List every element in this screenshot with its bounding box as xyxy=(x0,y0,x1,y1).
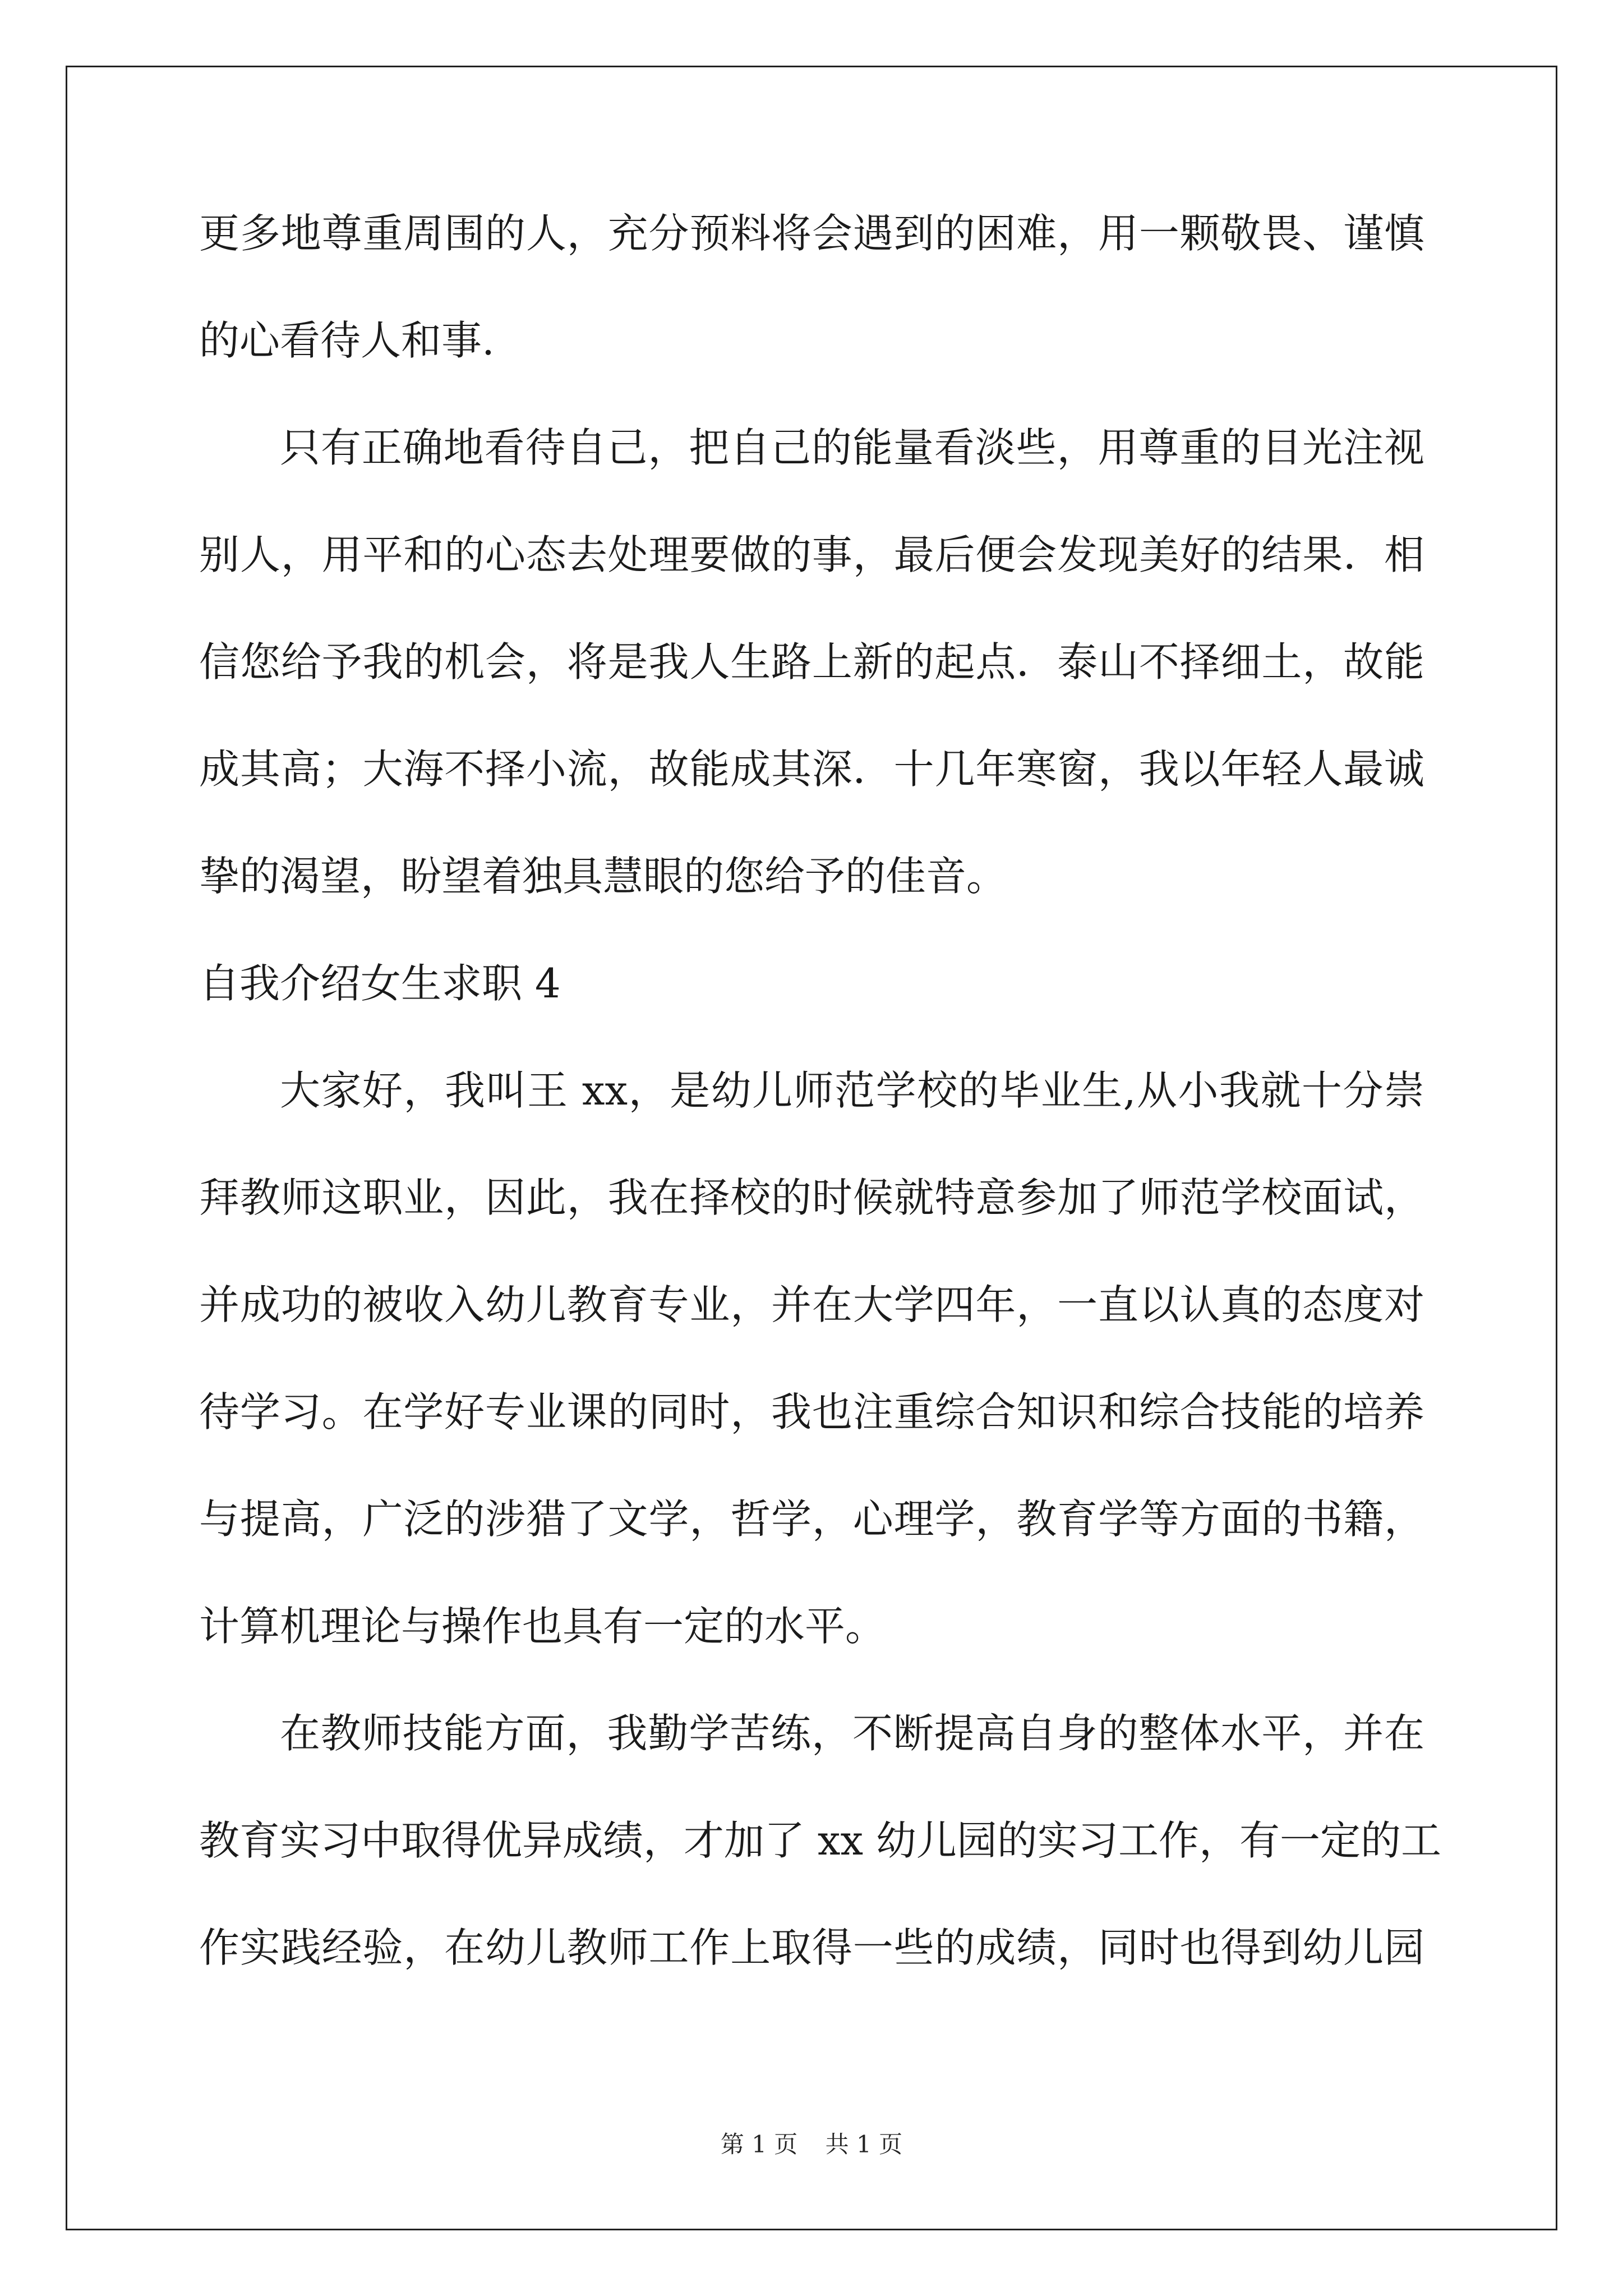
text-line: 计算机理论与操作也具有一定的水平。 xyxy=(199,1603,886,1650)
page-number: 第 1 页 xyxy=(720,2131,798,2158)
text-line: 作实践经验，在幼儿教师工作上取得一些的成绩，同时也得到幼儿园 xyxy=(199,1924,1424,1971)
text-line: 与提高，广泛的涉猎了文学，哲学，心理学，教育学等方面的书籍， xyxy=(199,1496,1424,1543)
text-line: 信您给予我的机会，将是我人生路上新的起点．泰山不择细土，故能 xyxy=(199,638,1424,685)
text-line: 只有正确地看待自己，把自己的能量看淡些，用尊重的目光注视 xyxy=(280,424,1424,471)
text-line: 的心看待人和事. xyxy=(199,317,495,364)
text-line: 成其高；大海不择小流，故能成其深．十几年寒窗，我以年轻人最诚 xyxy=(199,746,1424,793)
text-line: 更多地尊重周围的人，充分预料将会遇到的困难，用一颗敬畏、谨慎 xyxy=(199,210,1424,257)
paragraph xyxy=(199,210,1424,427)
page-total: 共 1 页 xyxy=(825,2131,903,2158)
paragraph xyxy=(199,424,1424,963)
text-line: 挚的渴望，盼望着独具慧眼的您给予的佳音。 xyxy=(199,853,1007,900)
text-line: 在教师技能方面，我勤学苦练，不断提高自身的整体水平，并在 xyxy=(280,1710,1424,1757)
section-heading: 自我介绍女生求职 4 xyxy=(199,960,561,1007)
text-line: 教育实习中取得优异成绩，才加了 xx 幼儿园的实习工作，有一定的工 xyxy=(199,1817,1441,1864)
page-footer xyxy=(0,2126,1623,2160)
text-line: 大家好，我叫王 xx，是幼儿师范学校的毕业生,从小我就十分崇 xyxy=(280,1067,1424,1114)
text-line: 别人，用平和的心态去处理要做的事，最后便会发现美好的结果．相 xyxy=(199,531,1424,578)
paragraph xyxy=(199,1067,1424,1713)
text-line: 并成功的被收入幼儿教育专业，并在大学四年，一直以认真的态度对 xyxy=(199,1281,1424,1328)
paragraph xyxy=(199,1710,1441,2035)
text-line: 待学习。在学好专业课的同时，我也注重综合知识和综合技能的培养 xyxy=(199,1388,1424,1435)
document-body xyxy=(199,210,1441,2035)
text-line: 拜教师这职业，因此，我在择校的时候就特意参加了师范学校面试， xyxy=(199,1174,1424,1221)
